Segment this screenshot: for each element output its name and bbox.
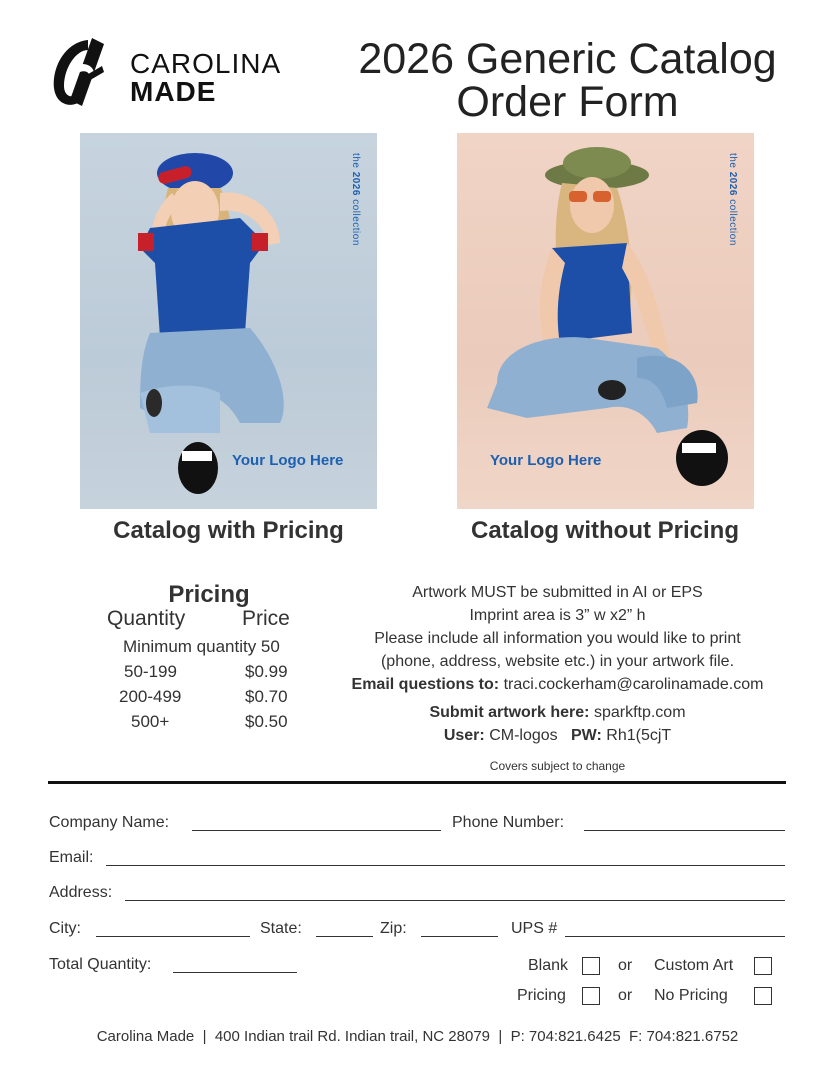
artwork-info-note: Please include all information you would like to print — [374, 630, 741, 647]
or-text: or — [618, 957, 633, 974]
footer-contact: Carolina Made | 400 Indian trail Rd. Indian trail, NC 28079 | P: 704:821.6425 F: 704:821.6752 — [96, 1028, 739, 1045]
artwork-info-note-2: (phone, address, website etc.) in your artwork file. — [380, 653, 735, 670]
price-tier-price: $0.70 — [245, 687, 288, 706]
covers-subject-note: Covers subject to change — [489, 759, 626, 773]
city-field[interactable] — [96, 936, 250, 937]
no-pricing-checkbox[interactable] — [754, 987, 772, 1005]
page-title-line1: 2026 Generic Catalog — [358, 35, 777, 83]
custom-art-checkbox[interactable] — [754, 957, 772, 975]
pricing-title: Pricing — [168, 581, 250, 608]
zip-label: Zip: — [380, 920, 407, 937]
zip-field[interactable] — [421, 936, 498, 937]
caption-catalog-without-pricing: Catalog without Pricing — [471, 517, 739, 544]
address-field[interactable] — [125, 900, 785, 901]
submit-artwork-line: Submit artwork here: sparkftp.com — [429, 704, 686, 721]
collection-label: the 2026 collection — [350, 153, 361, 246]
phone-number-label: Phone Number: — [452, 814, 565, 831]
no-pricing-option-label: No Pricing — [654, 987, 728, 1004]
section-divider — [48, 781, 786, 784]
artwork-instructions — [330, 581, 785, 747]
page-title-line2: Order Form — [456, 78, 679, 126]
company-name-field[interactable] — [192, 830, 441, 831]
email-questions-line: Email questions to: traci.cockerham@carolinamade.com — [351, 676, 764, 693]
price-tier-qty: 50-199 — [124, 662, 177, 681]
ftp-link[interactable]: sparkftp.com — [593, 704, 686, 721]
email-label: Email: — [49, 849, 94, 866]
city-label: City: — [49, 920, 81, 937]
ftp-password: Rh1(5cjT — [606, 727, 672, 744]
pricing-checkbox[interactable] — [582, 987, 600, 1005]
price-tier-price: $0.50 — [245, 712, 288, 731]
state-label: State: — [260, 920, 302, 937]
artwork-format-note: Artwork MUST be submitted in AI or EPS — [412, 584, 703, 601]
catalog-cover-without-pricing — [457, 133, 754, 509]
price-tier-qty: 200-499 — [119, 687, 182, 706]
phone-number-field[interactable] — [584, 830, 785, 831]
price-tier-qty: 500+ — [131, 712, 170, 731]
address-label: Address: — [49, 884, 113, 901]
company-name-label: Company Name: — [49, 814, 170, 831]
state-field[interactable] — [316, 936, 373, 937]
pricing-option-label: Pricing — [517, 987, 566, 1004]
ftp-user: CM-logos — [489, 727, 558, 744]
quantity-header: Quantity — [107, 607, 186, 630]
custom-art-option-label: Custom Art — [654, 957, 734, 974]
ups-label: UPS # — [511, 920, 558, 937]
blank-checkbox[interactable] — [582, 957, 600, 975]
contact-email[interactable]: traci.cockerham@carolinamade.com — [503, 676, 764, 693]
total-quantity-label: Total Quantity: — [49, 956, 152, 973]
catalog-cover-with-pricing — [80, 133, 377, 509]
logo-placeholder-text: Your Logo Here — [232, 452, 344, 469]
ups-field[interactable] — [565, 936, 785, 937]
or-text: or — [618, 987, 633, 1004]
email-field[interactable] — [106, 865, 785, 866]
caption-catalog-with-pricing: Catalog with Pricing — [113, 517, 344, 544]
brand-name-line1: CAROLINA — [130, 48, 282, 79]
price-tier-price: $0.99 — [245, 662, 288, 681]
logo-placeholder-text: Your Logo Here — [490, 452, 602, 469]
page-title — [330, 35, 805, 126]
minimum-quantity-note: Minimum quantity 50 — [123, 637, 280, 656]
imprint-area-note: Imprint area is 3” w x2” h — [469, 607, 646, 624]
total-quantity-field[interactable] — [173, 972, 297, 973]
blank-option-label: Blank — [528, 957, 569, 974]
price-header: Price — [242, 607, 290, 630]
credentials-line: User: CM-logos PW: Rh1(5cjT — [443, 727, 672, 744]
brand-name-line2: MADE — [130, 76, 217, 107]
collection-label: the 2026 collection — [727, 153, 738, 246]
carolina-made-logo-icon — [48, 36, 110, 112]
